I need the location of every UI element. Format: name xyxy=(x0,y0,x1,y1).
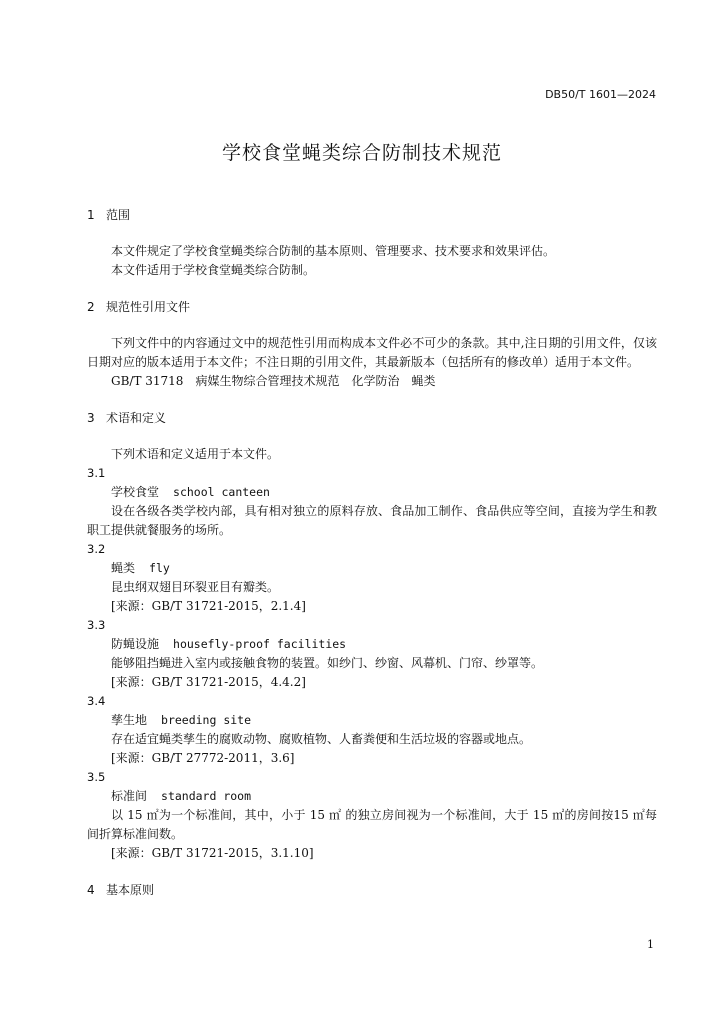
section-number: 3 xyxy=(87,411,95,425)
term-definition: 能够阻挡蝇进入室内或接触食物的装置。如纱门、纱窗、风幕机、门帘、纱罩等。 xyxy=(111,656,544,670)
term-heading xyxy=(87,635,657,654)
term-definition: 昆虫纲双翅目环裂亚目有瓣类。 xyxy=(111,580,280,594)
section-title: 范围 xyxy=(106,208,131,222)
paragraph: 下列术语和定义适用于本文件。 xyxy=(111,447,280,461)
term-source: [来源：GB/T 31721-2015，2.1.4] xyxy=(111,599,306,613)
section-4-heading xyxy=(87,881,657,900)
term-source: [来源：GB/T 31721-2015，3.1.10] xyxy=(111,846,314,860)
term-heading xyxy=(87,711,657,730)
term-chinese: 防蝇设施 xyxy=(111,637,160,651)
term-source: [来源：GB/T 31721-2015，4.4.2] xyxy=(111,675,306,689)
section-title: 基本原则 xyxy=(106,883,155,897)
term-definition: 以 15 ㎡为一个标准间，其中，小于 15 ㎡ 的独立房间视为一个标准间，大于 15 ㎡的房间按15 ㎡每间折算标准间数。 xyxy=(87,808,657,841)
term-source: [来源：GB/T 27772-2011，3.6] xyxy=(111,751,295,765)
section-number: 1 xyxy=(87,208,95,222)
term-chinese: 标准间 xyxy=(111,789,148,803)
term-heading xyxy=(87,559,657,578)
term-number: 3.3 xyxy=(87,618,106,632)
section-title: 规范性引用文件 xyxy=(106,300,191,314)
paragraph: 本文件规定了学校食堂蝇类综合防制的基本原则、管理要求、技术要求和效果评估。 xyxy=(111,244,556,258)
term-english: housefly-proof facilities xyxy=(173,637,347,651)
section-title: 术语和定义 xyxy=(106,411,167,425)
standard-number: DB50/T 1601—2024 xyxy=(545,88,656,101)
section-number: 4 xyxy=(87,883,95,897)
term-number: 3.1 xyxy=(87,466,106,480)
term-heading xyxy=(87,787,657,806)
section-number: 2 xyxy=(87,300,95,314)
term-english: breeding site xyxy=(161,713,252,727)
term-number: 3.5 xyxy=(87,770,106,784)
document-body xyxy=(87,206,657,900)
paragraph: 下列文件中的内容通过文中的规范性引用而构成本文件必不可少的条款。其中,注日期的引用文件，仅该日期对应的版本适用于本文件；不注日期的引用文件，其最新版本（包括所有的修改单）适用于本文件。 xyxy=(87,336,657,369)
term-english: school canteen xyxy=(173,485,270,499)
term-number: 3.2 xyxy=(87,542,106,556)
page-number: 1 xyxy=(647,938,654,951)
section-2-heading xyxy=(87,298,657,317)
term-definition: 存在适宜蝇类孳生的腐败动物、腐败植物、人畜粪便和生活垃圾的容器或地点。 xyxy=(111,732,532,746)
document-title: 学校食堂蝇类综合防制技术规范 xyxy=(221,142,502,164)
term-number: 3.4 xyxy=(87,694,106,708)
term-chinese: 孳生地 xyxy=(111,713,148,727)
term-chinese: 蝇类 xyxy=(111,561,136,575)
paragraph: 本文件适用于学校食堂蝇类综合防制。 xyxy=(111,263,316,277)
term-chinese: 学校食堂 xyxy=(111,485,160,499)
term-heading xyxy=(87,483,657,502)
term-definition: 设在各级各类学校内部，具有相对独立的原料存放、食品加工制作、食品供应等空间，直接为学生和教职工提供就餐服务的场所。 xyxy=(87,504,657,537)
section-1-heading xyxy=(87,206,657,225)
normative-reference: GB/T 31718 病媒生物综合管理技术规范 化学防治 蝇类 xyxy=(111,374,436,388)
term-english: fly xyxy=(149,561,170,575)
term-english: standard room xyxy=(161,789,252,803)
section-3-heading xyxy=(87,409,657,428)
